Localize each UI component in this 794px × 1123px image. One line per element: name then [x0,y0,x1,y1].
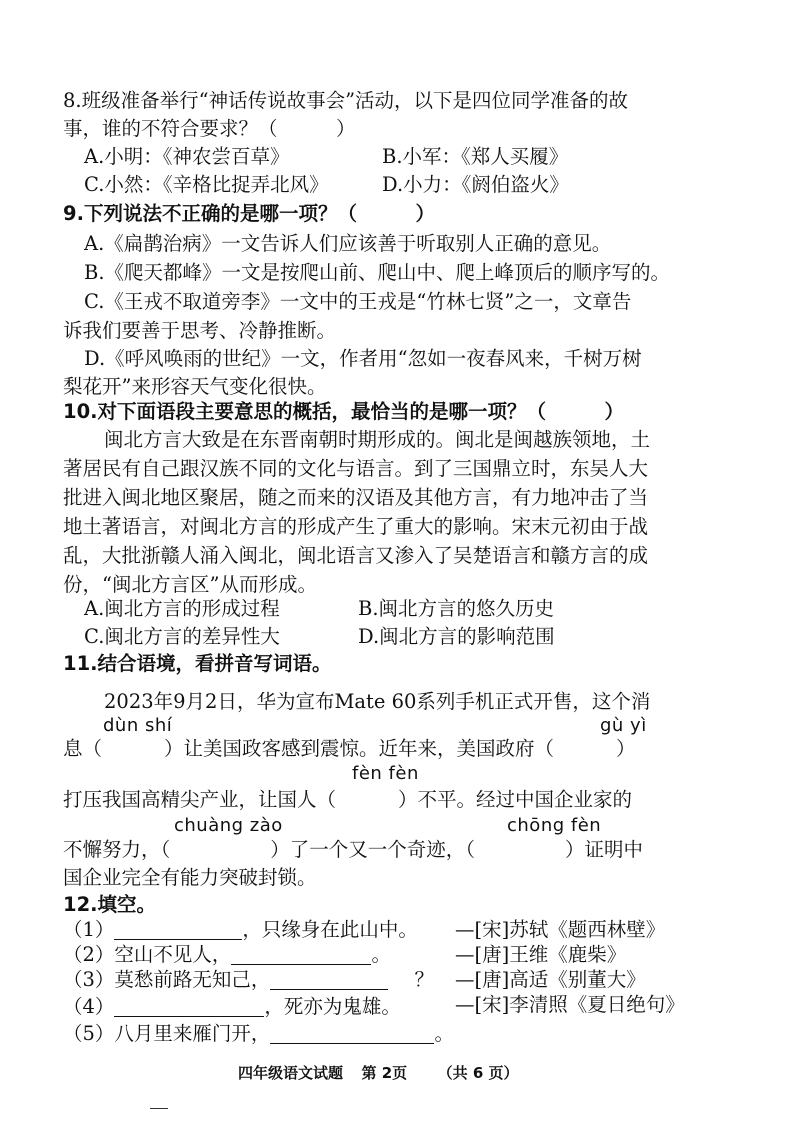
q12-item-2 [63,941,391,969]
q12-item-4 [63,993,401,1021]
q11-line4-part-a: 不懈努力，（ [63,838,171,861]
q10-para-line3: 批进入闽北地区聚居，随之而来的汉语及其他方言，有力地冲击了当 [63,486,649,509]
scan-mark [150,1108,168,1109]
fill-blank-1[interactable] [114,919,242,940]
q9-option-c-line2: 诉我们要善于思考、冷静推断。 [63,319,337,342]
q9-option-a: A.《扁鹊治病》一文告诉人们应该善于听取别人正确的意见。 [84,232,612,255]
q10-para-line1: 闽北方言大致是在东晋南朝时期形成的。闽北是闽越族领地，土 [104,428,651,451]
q11-line4 [63,836,643,864]
pinyin-guyi: gù yì [600,715,647,736]
item-number: （4） [63,995,115,1018]
q9-option-d-line1: D.《呼风唤雨的世纪》一文，作者用“忽如一夜春风来，千树万树 [84,347,642,370]
item-after: 。 [434,1022,454,1045]
q9-option-b: B.《爬天都峰》一文是按爬山前、爬山中、爬上峰顶后的顺序写的。 [84,261,671,284]
q11-line4-part-c: ）证明中 [565,838,644,861]
fill-blank-5[interactable] [270,1023,434,1044]
item-after: ，死亦为鬼雄。 [264,995,401,1018]
q11-line3 [63,786,632,814]
item-number: （3） [63,968,115,991]
footer-page: 第 2页 [361,1064,408,1082]
item-number: （2） [63,943,115,966]
item-before: 莫愁前路无知己， [114,968,271,991]
q8-option-d: D.小力：《阏伯盗火》 [382,173,569,196]
q10-para-line5: 乱，大批浙赣人涌入闽北，闽北语言又渗入了吴楚语言和赣方言的成 [63,544,649,567]
q12-source-3: —[唐]高适《别董大》 [455,968,646,991]
q12-item-3 [63,966,434,994]
q12-item-1 [63,916,418,944]
q12-stem: 12.填空。 [63,893,157,916]
q11-line3-part-b: ）不平。经过中国企业家的 [398,788,633,811]
q12-item-5 [63,1020,454,1048]
q11-line2-part-c: ） [616,737,636,760]
q8-stem-line1: 8.班级准备举行“神话传说故事会”活动，以下是四位同学准备的故 [63,89,629,112]
q8-stem-line2: 事，谁的不符合要求？（ ） [63,117,356,140]
q8-option-b: B.小军：《郑人买履》 [382,145,569,168]
pinyin-chuangzao: chuàng zào [174,815,283,836]
pinyin-chongfen: chōng fèn [507,815,602,836]
footer-title: 四年级语文试题 [238,1064,344,1082]
item-number: （5） [63,1022,115,1045]
fill-blank-4[interactable] [114,996,264,1017]
q10-stem: 10.对下面语段主要意思的概括，最恰当的是哪一项？（ ） [63,400,625,423]
q12-source-4: —[宋]李清照《夏日绝句》 [455,993,685,1016]
q11-line2-part-a: 息（ [63,737,103,760]
q10-option-b: B.闽北方言的悠久历史 [358,597,555,620]
q10-para-line6: 份，“闽北方言区”从而形成。 [63,573,317,596]
q9-option-d-line2: 梨花开”来形容天气变化很快。 [63,375,327,398]
q11-stem: 11.结合语境，看拼音写词语。 [63,652,332,675]
pinyin-fenfen: fèn fèn [352,763,419,784]
q12-source-1: —[宋]苏轼《题西林壁》 [455,918,666,941]
footer [238,1062,519,1083]
q9-stem: 9.下列说法不正确的是哪一项？（ ） [63,202,435,225]
item-after: ，只缘身在此山中。 [242,918,418,941]
q8-option-c: C.小然：《辛格比捉弄北风》 [84,173,329,196]
fill-blank-2[interactable] [231,944,371,965]
q12-source-2: —[唐]王维《鹿柴》 [455,943,627,966]
q11-line2 [63,735,636,763]
q10-option-a: A.闽北方言的形成过程 [84,597,280,620]
q10-para-line4: 地土著语言，对闽北方言的形成产生了重大的影响。宋末元初由于战 [63,515,649,538]
footer-total: （共 6 页） [437,1064,519,1082]
fill-blank-3[interactable] [270,969,388,990]
item-before: 八月里来雁门开， [114,1022,271,1045]
item-number: （1） [63,918,115,941]
q10-option-d: D.闽北方言的影响范围 [358,625,555,648]
item-after: ？ [414,968,434,991]
q9-option-c-line1: C.《王戎不取道旁李》一文中的王戎是“竹林七贤”之一，文章告 [84,290,632,313]
item-after: 。 [371,943,391,966]
q8-option-a: A.小明：《神农尝百草》 [84,145,290,168]
item-before: 空山不见人， [114,943,232,966]
q11-line5: 国企业完全有能力突破封锁。 [63,866,317,889]
q11-line1: 2023年9月2日，华为宣布Mate 60系列手机正式开售，这个消 [104,690,651,713]
q10-option-c: C.闽北方言的差异性大 [84,625,280,648]
q11-line4-part-b: ）了一个又一个奇迹，（ [270,838,476,861]
pinyin-dunshi: dùn shí [103,715,173,736]
q10-para-line2: 著居民有自己跟汉族不同的文化与语言。到了三国鼎立时，东吴人大 [63,457,649,480]
q11-line2-part-b: ）让美国政客感到震惊。近年来，美国政府（ [164,737,555,760]
q11-line3-part-a: 打压我国高精尖产业，让国人（ [63,788,337,811]
